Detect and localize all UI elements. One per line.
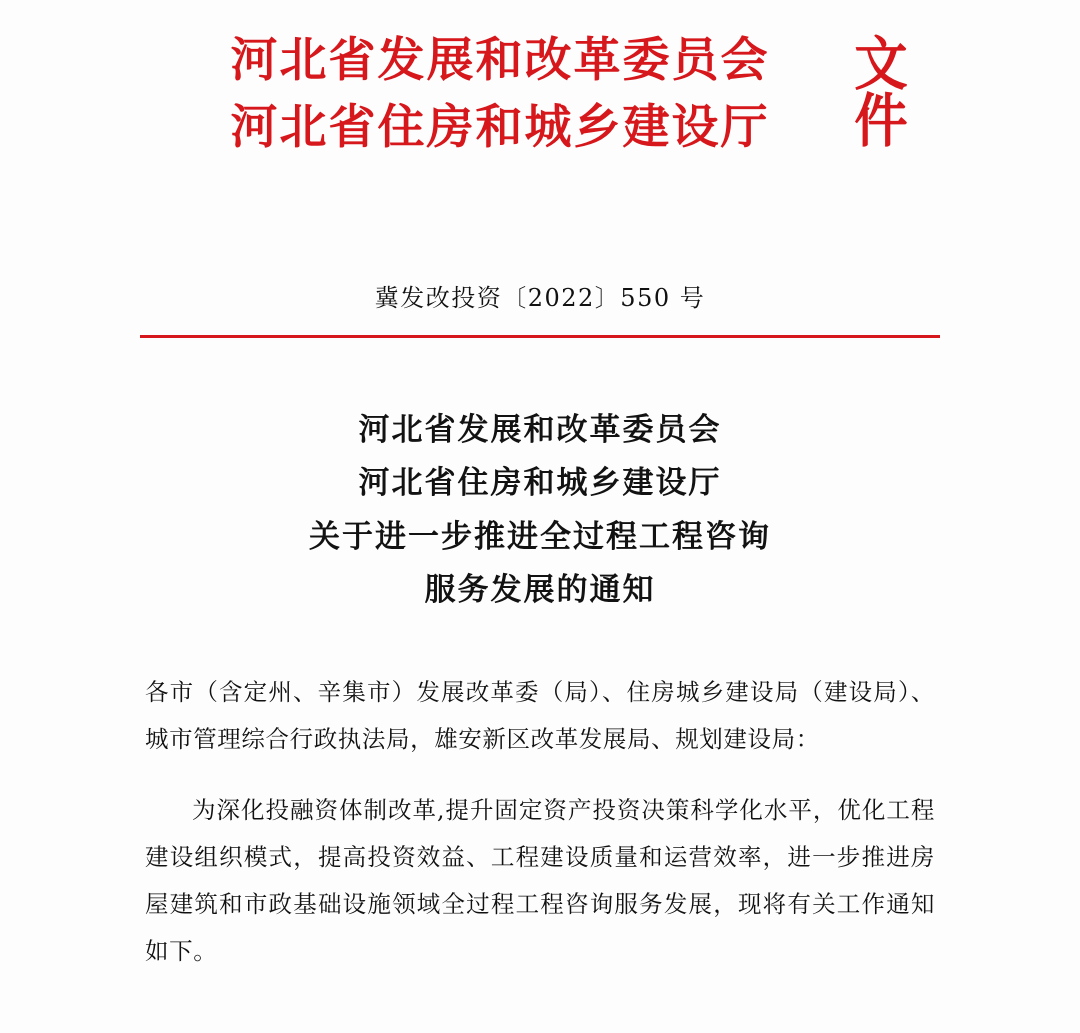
title-line-2: 河北省住房和城乡建设厅 xyxy=(358,465,722,502)
letterhead-org-line-2: 河北省住房和城乡建设厅 xyxy=(230,99,770,155)
letterhead xyxy=(0,0,1080,206)
letterhead-org-names xyxy=(160,28,840,161)
document-number-block xyxy=(0,278,1080,338)
body-paragraph-1: 为深化投融资体制改革,提升固定资产投资决策科学化水平，优化工程建设组织模式，提高投资效益、工程建设质量和运营效率，进一步推进房屋建筑和市政基础设施领域全过程工程咨询服务发展，现将有关工作通知如下。 xyxy=(145,795,935,965)
letterhead-doc-mark: 文件 xyxy=(854,30,908,155)
red-divider-rule xyxy=(140,335,940,338)
title-line-4: 服务发展的通知 xyxy=(424,571,656,608)
title-line-1: 河北省发展和改革委员会 xyxy=(358,412,722,448)
letterhead-org-line-1: 河北省发展和改革委员会 xyxy=(230,33,770,88)
document-number: 冀发改投资〔2022〕550 号 xyxy=(374,284,706,312)
title-line-3: 关于进一步推进全过程工程咨询 xyxy=(309,518,771,555)
document-title xyxy=(0,404,1080,617)
addressee-paragraph: 各市（含定州、辛集市）发展改革委（局）、住房城乡建设局（建设局）、城市管理综合行政执法局，雄安新区改革发展局、规划建设局： xyxy=(145,678,935,754)
document-body xyxy=(145,669,935,975)
